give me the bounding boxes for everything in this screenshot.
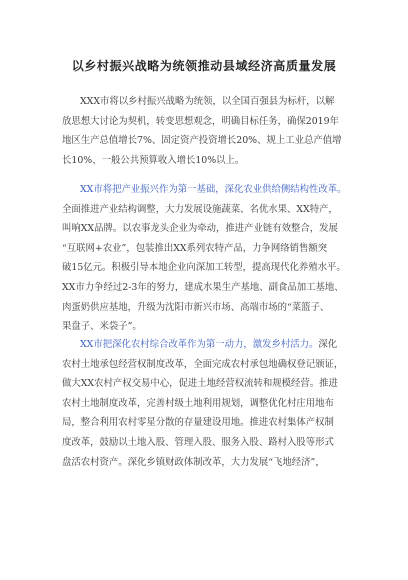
document-title: 以乡村振兴战略为统领推动县域经济高质量发展 (71, 59, 337, 73)
text-line: 果盘子、米袋子”。 (62, 321, 142, 333)
paragraph-3 (62, 335, 348, 472)
text-line: 肉蛋奶供应基地，升级为沈阳市新兴市场、高端市场的“菜篮子、 (62, 301, 330, 313)
text-line: XXX市将以乡村振兴战略为统领，以全国百强县为标杆，以解 (80, 96, 335, 107)
text-line: XX市力争经过2-3年的努力，建成水果生产基地、副食品加工基地、 (62, 281, 344, 293)
text-line: 全面推进产业结构调整，大力发展设施蔬菜、名优水果、XX特产， (62, 203, 338, 215)
text-line: “互联网+农业”，包装推出XX系列农特产品，力争网络销售额突 (62, 242, 328, 254)
text-line: 破15亿元。积极引导本地企业向深加工转型，提高现代化养殖水平。 (62, 262, 346, 274)
paragraph-lead-tail: 深化 (318, 339, 338, 350)
paragraph-lead-sentence: XX市将把产业振兴作为第一基础，深化农业供给侧结构性改革。 (80, 184, 347, 195)
text-line: 长10%、一般公共预算收入增长10%以上。 (62, 154, 245, 166)
text-line (62, 335, 348, 355)
text-line: 农村土地制度改革，完善村级土地利用规划，调整优化村庄用地布 (62, 397, 334, 409)
paragraph-lead-sentence: XX市把深化农村综合改革作为第一动力，激发乡村活力。 (80, 339, 319, 350)
text-line: 叫响XX品牌。以农事龙头企业为牵动，推进产业链有效整合，发展 (62, 223, 338, 235)
text-line: 盘活农村资产。深化乡镇财政体制改革，大力发展“飞地经济”， (62, 456, 325, 468)
paragraph-1 (62, 92, 348, 170)
text-line: 放思想大讨论为契机，转变思想观念，明确目标任务，确保2019年 (62, 115, 339, 127)
text-line: 度改革，鼓励以土地入股、管理入股、服务入股、路村入股等形式 (62, 436, 334, 448)
text-line: 做大XX农村产权交易中心，促进土地经营权流转和规模经营。推进 (62, 378, 338, 390)
text-line: 局，整合利用农村零星分散的存量建设用地。推进农村集体产权制 (62, 417, 334, 429)
paragraph-2 (62, 180, 348, 337)
text-line: 地区生产总值增长7%、固定资产投资增长20%、规上工业总产值增 (62, 135, 342, 147)
text-line: 农村土地承包经营权制度改革，全面完成农村承包地确权登记颁证， (62, 358, 344, 370)
